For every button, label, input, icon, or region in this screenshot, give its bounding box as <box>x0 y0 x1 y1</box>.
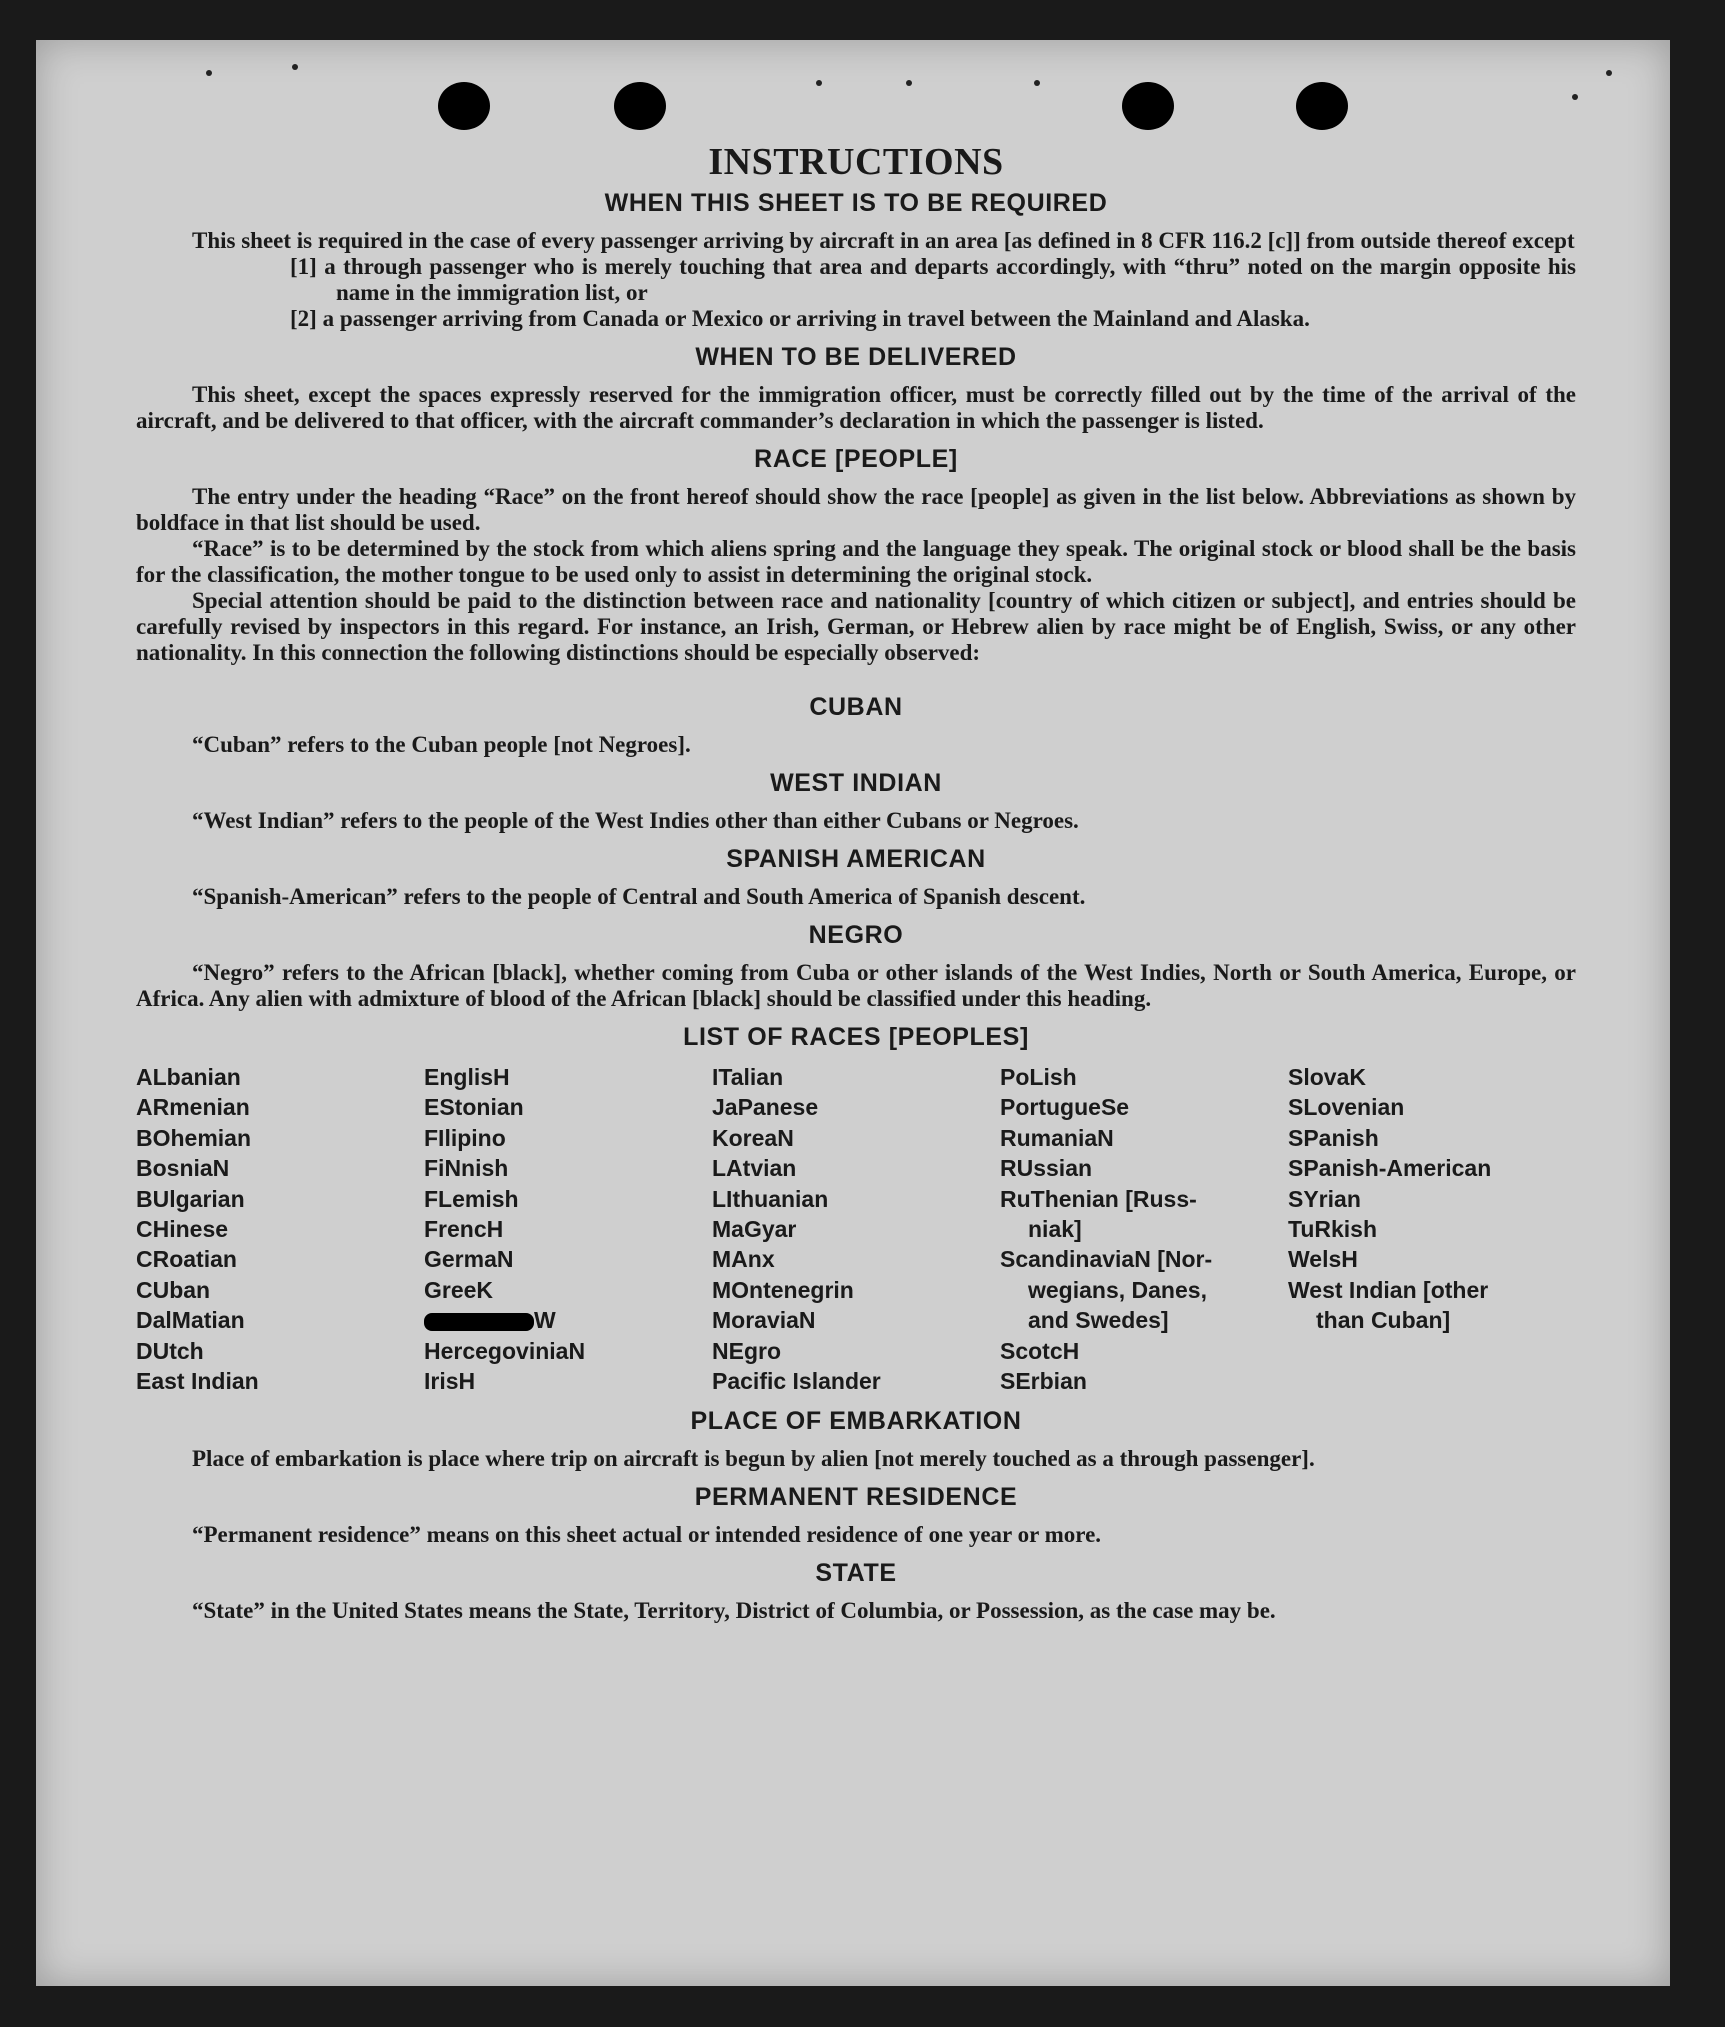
speck <box>1606 70 1612 76</box>
when-required-item-1: [1] a through passenger who is merely touching that area and departs accordingly, with “thru” noted on the margin opposite his name in the immigration list, or <box>290 254 1576 305</box>
race-item: CRoatian <box>136 1246 237 1273</box>
speck <box>1572 94 1578 100</box>
race-item: LIthuanian <box>712 1185 829 1212</box>
race-column-2 <box>424 1062 712 1396</box>
race-item: SlovaK <box>1288 1064 1366 1090</box>
race-item: TuRkish <box>1288 1216 1378 1243</box>
heading-list-of-races: LIST OF RACES [PEOPLES] <box>683 1023 1029 1051</box>
race-item: SErbian <box>1000 1368 1087 1395</box>
race-item: MAnx <box>712 1246 775 1273</box>
race-item: East Indian <box>136 1368 259 1395</box>
race-item-line: West Indian [other <box>1288 1276 1489 1303</box>
heading-when-required: WHEN THIS SHEET IS TO BE REQUIRED <box>604 189 1108 217</box>
when-required-intro: This sheet is required in the case of every passenger arriving by aircraft in an area [as defined in 8 CFR 116.2 [c]] from outside thereof except <box>192 228 1575 253</box>
race-item: DUtch <box>136 1337 204 1364</box>
heading-spanish-american: SPANISH AMERICAN <box>726 845 986 873</box>
speck <box>816 80 822 86</box>
race-item: HercegoviniaN <box>424 1337 586 1364</box>
race-paragraph-1: The entry under the heading “Race” on the front hereof should show the race [people] as given in the list below. Abbreviations as shown by boldface in that list should be used. <box>136 484 1576 535</box>
race-item-line: ScandinaviaN [Nor- <box>1000 1246 1213 1273</box>
heading-negro: NEGRO <box>808 921 904 949</box>
embarkation-text: Place of embarkation is place where trip on aircraft is begun by alien [not merely touched as a through passenger]. <box>192 1446 1315 1472</box>
race-paragraph-3: Special attention should be paid to the distinction between race and nationality [country of which citizen or subject], and entries should be carefully revised by inspectors in this regard. For instance, an Irish, German, or Hebrew alien by race might be of English, Swiss, or any other nationality. In this connection the following distinctions should be especially observed: <box>136 588 1576 665</box>
race-item-line: and Swedes] <box>1028 1307 1169 1334</box>
race-item: FIlipino <box>424 1124 506 1151</box>
heading-west-indian: WEST INDIAN <box>770 769 942 797</box>
race-item: FLemish <box>424 1185 519 1212</box>
race-item: LAtvian <box>712 1155 797 1182</box>
race-item-line: niak] <box>1028 1216 1082 1243</box>
permanent-residence-text: “Permanent residence” means on this sheet actual or intended residence of one year or more. <box>192 1522 1102 1548</box>
speck <box>906 80 912 86</box>
race-item-redacted <box>424 1305 712 1335</box>
race-item: IrisH <box>424 1368 476 1395</box>
punch-hole <box>1122 82 1174 130</box>
race-column-5 <box>1288 1062 1576 1396</box>
race-item: PortugueSe <box>1000 1094 1130 1121</box>
heading-embarkation: PLACE OF EMBARKATION <box>690 1407 1022 1436</box>
heading-permanent-residence: PERMANENT RESIDENCE <box>694 1483 1018 1512</box>
heading-when-delivered: WHEN TO BE DELIVERED <box>695 343 1017 371</box>
race-item: FrencH <box>424 1216 504 1243</box>
race-item-line: wegians, Danes, <box>1028 1276 1207 1303</box>
race-item: CUban <box>136 1276 211 1303</box>
race-item: GreeK <box>424 1276 494 1303</box>
page-title: INSTRUCTIONS <box>708 141 1004 183</box>
race-item-line: RuThenian [Russ- <box>1000 1185 1197 1212</box>
heading-state: STATE <box>815 1559 897 1588</box>
spanish-american-text: “Spanish-American” refers to the people of Central and South America of Spanish descent. <box>192 884 1086 909</box>
race-item: NEgro <box>712 1337 781 1364</box>
document-page <box>36 40 1670 1986</box>
race-item: MoraviaN <box>712 1307 816 1334</box>
race-column-3 <box>712 1062 1000 1396</box>
negro-text: “Negro” refers to the African [black], whether coming from Cuba or other islands of the West Indies, North or South America, Europe, or Africa. Any alien with admixture of blood of the African [black] should be classified under this heading. <box>136 960 1576 1011</box>
race-item: BosniaN <box>136 1155 230 1182</box>
redaction-mark <box>424 1313 534 1331</box>
race-item: ARmenian <box>136 1094 250 1121</box>
race-item: MOntenegrin <box>712 1276 854 1303</box>
race-item: SLovenian <box>1288 1094 1405 1121</box>
race-item: MaGyar <box>712 1216 797 1243</box>
race-item: ITalian <box>712 1064 784 1090</box>
race-item: Pacific Islander <box>712 1368 881 1395</box>
cuban-text: “Cuban” refers to the Cuban people [not Negroes]. <box>192 732 691 757</box>
race-item: SPanish <box>1288 1124 1379 1151</box>
race-column-1 <box>136 1062 424 1396</box>
race-paragraph-2: “Race” is to be determined by the stock from which aliens spring and the language they speak. The original stock or blood shall be the basis for the classification, the mother tongue to be used only to assist in determining the original stock. <box>136 536 1576 587</box>
race-item: BUlgarian <box>136 1185 245 1212</box>
race-item: WelsH <box>1288 1246 1358 1273</box>
race-item-line: than Cuban] <box>1316 1307 1451 1334</box>
instructions-content <box>136 140 1576 1624</box>
race-item: PoLish <box>1000 1064 1077 1090</box>
race-item: JaPanese <box>712 1094 819 1121</box>
speck <box>206 70 212 76</box>
speck <box>292 64 298 70</box>
heading-cuban: CUBAN <box>809 693 903 721</box>
punch-hole <box>1296 82 1348 130</box>
race-item: KoreaN <box>712 1124 794 1151</box>
when-delivered-text: This sheet, except the spaces expressly reserved for the immigration officer, must be correctly filled out by the time of the arrival of the aircraft, and be delivered to that officer, with the aircraft commander’s declaration in which the passenger is listed. <box>136 382 1576 433</box>
race-item: SYrian <box>1288 1185 1361 1212</box>
state-text: “State” in the United States means the State, Territory, District of Columbia, or Possession, as the case may be. <box>192 1598 1276 1624</box>
race-item <box>1288 1275 1576 1336</box>
race-item <box>1000 1184 1288 1245</box>
speck <box>1034 80 1040 86</box>
race-item <box>1000 1244 1288 1335</box>
punch-hole <box>438 82 490 130</box>
race-item: GermaN <box>424 1246 514 1273</box>
race-item: BOhemian <box>136 1124 252 1151</box>
race-item: DalMatian <box>136 1307 245 1334</box>
race-item-suffix: W <box>534 1307 556 1334</box>
race-item: SPanish-American <box>1288 1155 1492 1182</box>
race-item: ScotcH <box>1000 1337 1080 1364</box>
when-required-item-2: [2] a passenger arriving from Canada or Mexico or arriving in travel between the Mainland and Alaska. <box>290 306 1310 331</box>
race-list <box>136 1062 1576 1396</box>
race-item: ALbanian <box>136 1064 241 1090</box>
west-indian-text: “West Indian” refers to the people of the West Indies other than either Cubans or Negroes. <box>192 808 1079 833</box>
race-item: EStonian <box>424 1094 524 1121</box>
race-item: RUssian <box>1000 1155 1093 1182</box>
race-item: FiNnish <box>424 1155 509 1182</box>
race-column-4 <box>1000 1062 1288 1396</box>
heading-race: RACE [PEOPLE] <box>754 445 958 473</box>
race-item: EnglisH <box>424 1064 510 1090</box>
race-item: RumaniaN <box>1000 1124 1114 1151</box>
punch-hole <box>614 82 666 130</box>
race-item: CHinese <box>136 1216 229 1243</box>
